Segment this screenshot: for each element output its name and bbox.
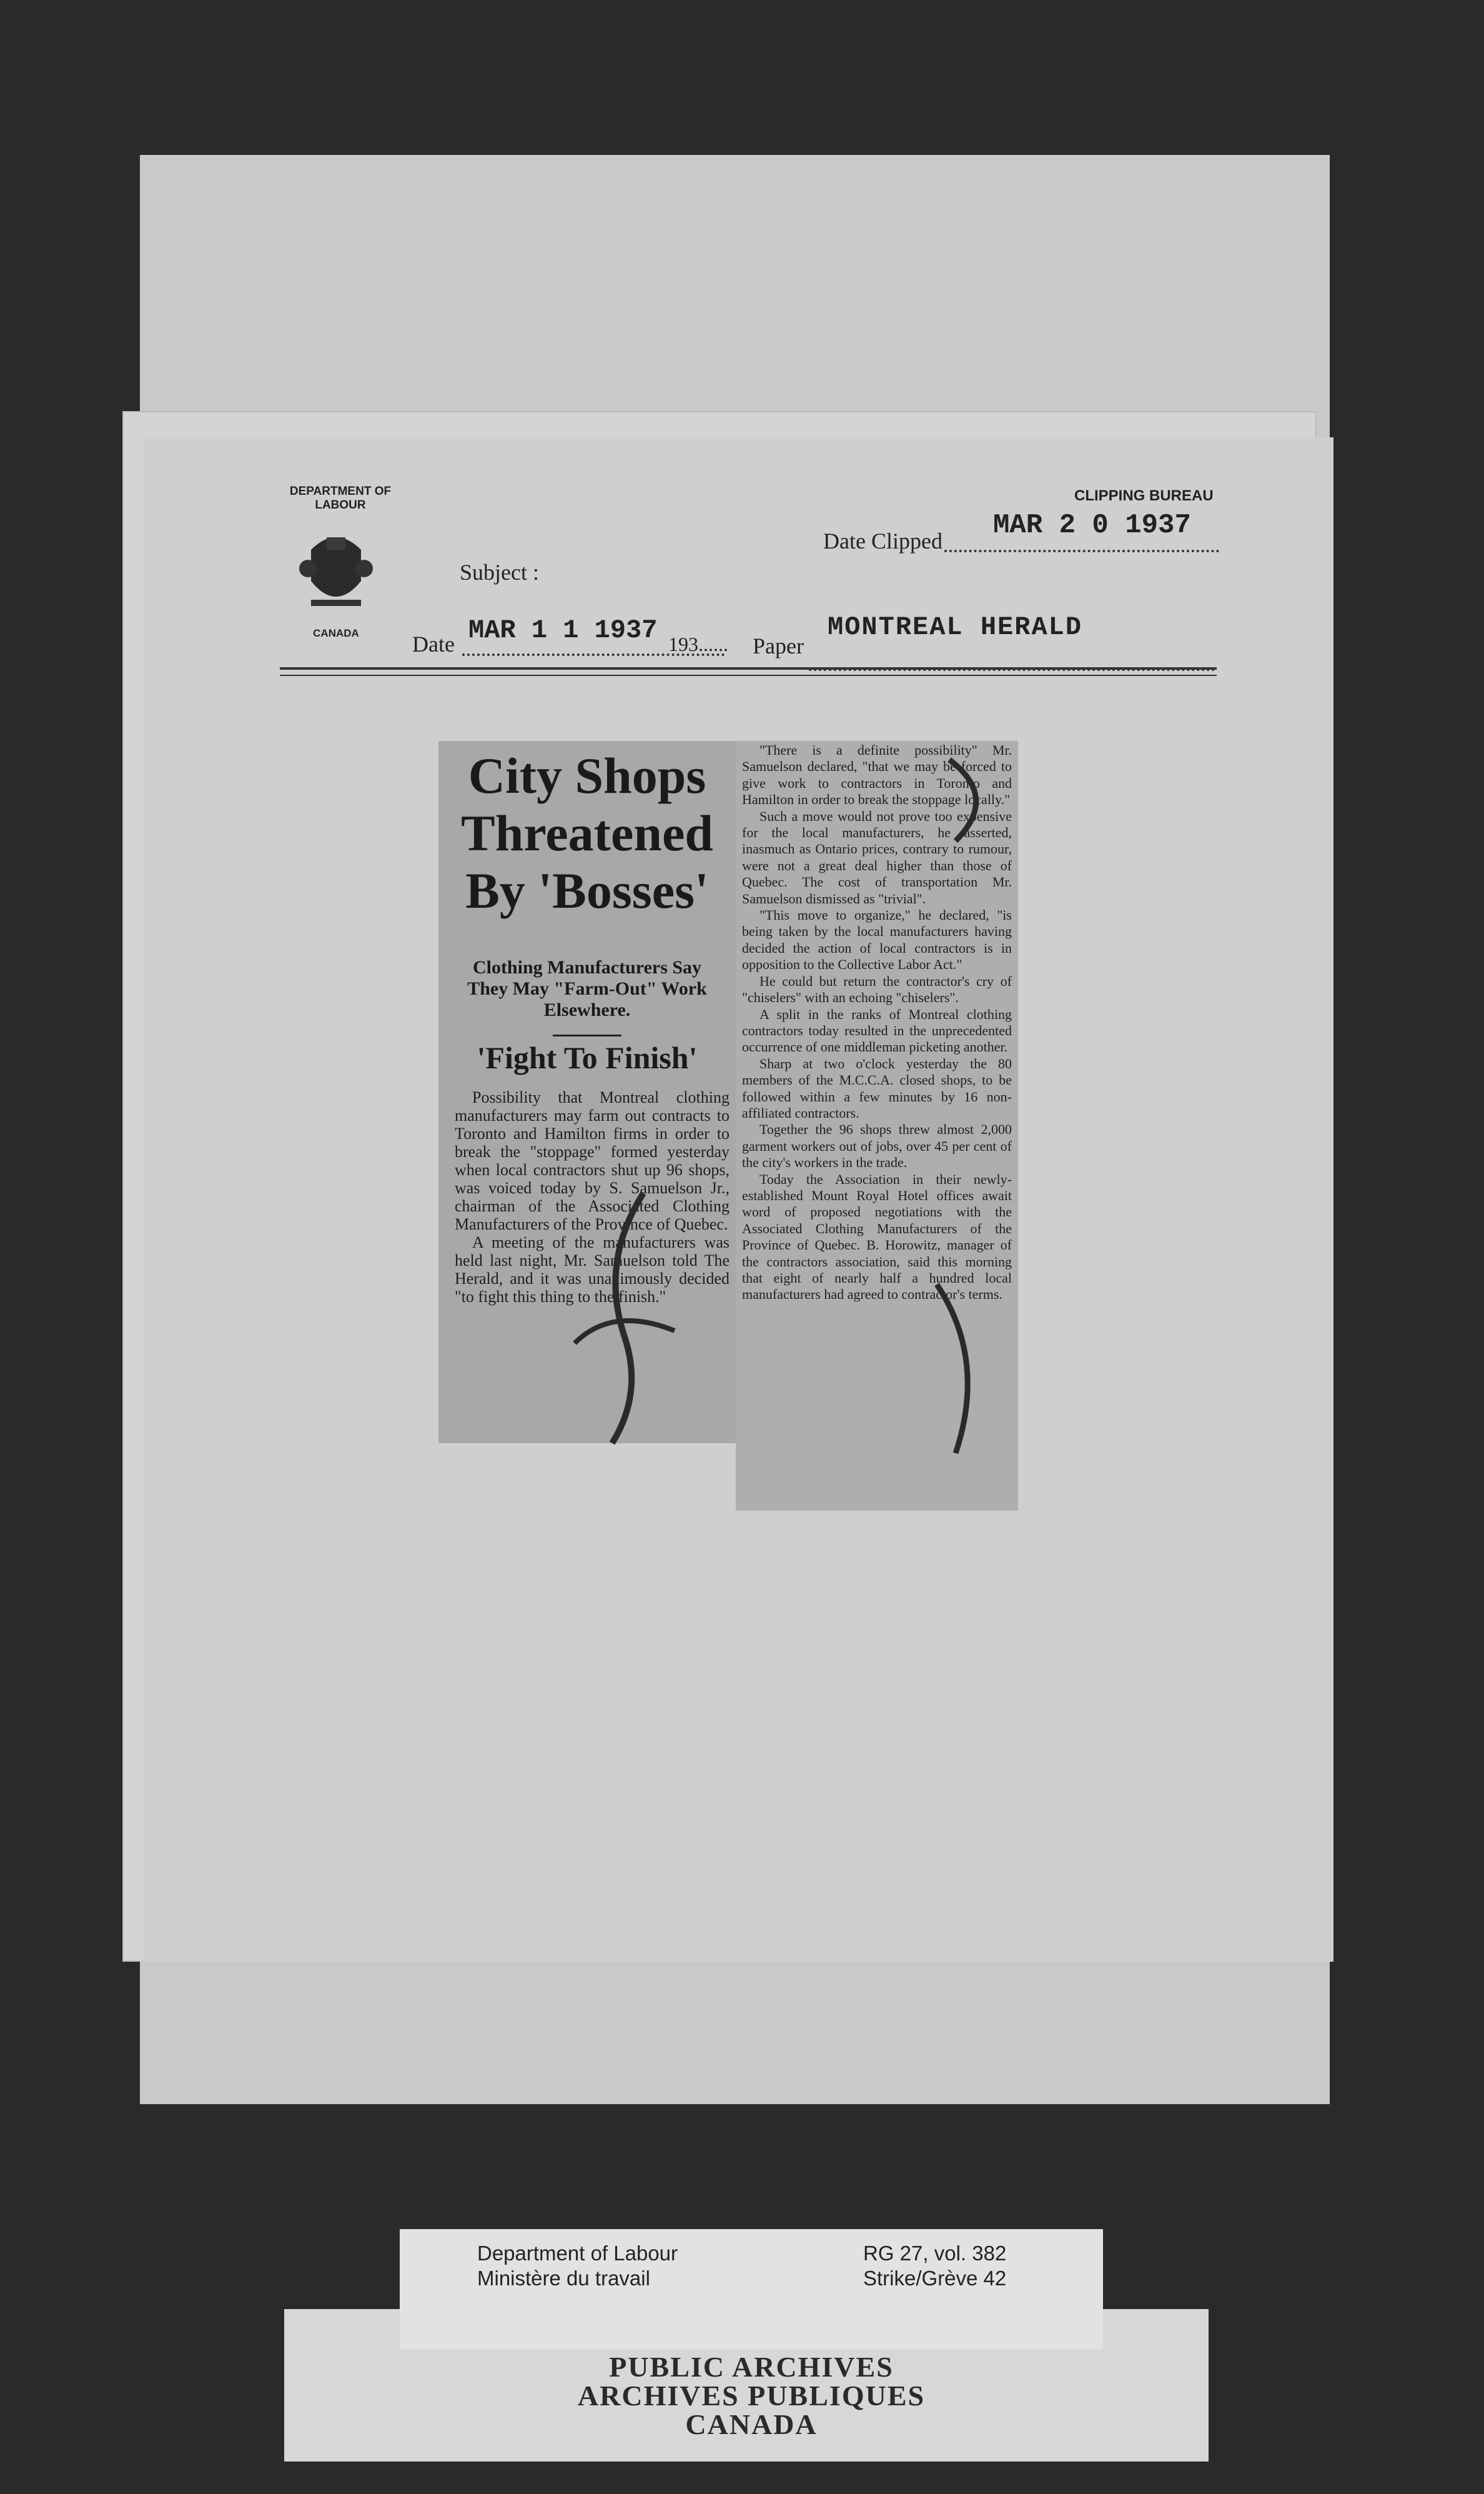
paragraph: He could but return the contractor's cry of "chiselers" with an echoing "chiselers". [742,973,1012,1006]
date-stamp: MAR 1 1 1937 [468,615,658,645]
headline-line: City Shops [468,747,706,804]
paragraph: Such a move would not prove too expensive for the local manufacturers, he asserted, inasmuch as Ontario prices, contrary to rumour, were not a great deal higher than those of Quebec. The cost of transportation Mr. Samuelson dismissed as "trivial". [742,808,1012,907]
paragraph: Possibility that Montreal clothing manufacturers may farm out contracts to Toronto and Hamilton firms in order to break the "stoppage" formed yesterday when local contractors shut up 96 shops, was voiced today by S. Samuelson Jr., chairman of the Associated Clothing Manufacturers of the Province of Quebec. [455,1088,730,1233]
deck-divider [553,1035,621,1036]
paper-label: Paper [753,633,804,658]
archives-stamp-line: PUBLIC ARCHIVES [609,2351,894,2383]
subheadline: 'Fight To Finish' [477,1040,698,1075]
headline-line: Threatened [461,805,713,862]
date-clipped-label: Date Clipped [823,529,942,554]
archives-stamp-line: ARCHIVES PUBLIQUES [577,2380,926,2412]
headline-line: By 'Bosses' [465,862,709,919]
paragraph: A split in the ranks of Montreal clothing contractors today resulted in the unprecedented occurrence of one middleman picketing another. [742,1006,1012,1055]
clipping-bureau-label: CLIPPING BUREAU [1074,487,1214,504]
archive-strike-ref: Strike/Grève 42 [863,2267,1007,2290]
department-label [284,485,397,512]
archive-dept-fr: Ministère du travail [477,2267,650,2290]
dept-line1: DEPARTMENT OF [289,485,392,498]
archives-stamp-line: CANADA [685,2408,818,2440]
paragraph: "There is a definite possibility" Mr. Samuelson declared, "that we may be forced to give work to contractors in Toronto and Hamilton in order to break the stoppage locally." [742,742,1012,808]
coat-of-arms-icon [299,525,373,619]
archive-volume: RG 27, vol. 382 [863,2242,1007,2265]
archive-stamp-notch [1103,2274,1209,2309]
paragraph: Sharp at two o'clock yesterday the 80 members of the M.C.C.A. closed shops, to be followed within a few minutes by 16 non-affiliated contractors. [742,1055,1012,1121]
paper-stamp: MONTREAL HERALD [828,612,1083,642]
handwritten-mark [550,1187,700,1449]
paragraph: Together the 96 shops threw almost 2,000 garment workers out of jobs, over 45 per cent of the city's workers in the trade. [742,1121,1012,1171]
date-clipped-line [944,544,1219,552]
headline [450,747,725,920]
year-suffix: 193...... [668,633,728,655]
date-label: Date [412,632,455,657]
deck-headline: Clothing Manufacturers Say They May "Farm-Out" Work Elsewhere. [467,957,707,1020]
subject-label: Subject : [460,560,539,585]
handwritten-mark [912,747,1006,1459]
archive-dept-en: Department of Labour [477,2242,678,2265]
dept-line2: LABOUR [315,499,366,512]
date-clipped-stamp: MAR 2 0 1937 [993,510,1191,541]
header-divider [280,667,1217,676]
paragraph: A meeting of the manufacturers was held last night, Mr. Samuelson told The Herald, and it was unanimously decided "to fight this thing to the finish." [455,1233,730,1306]
department-country: CANADA [313,627,359,639]
paragraph: "This move to organize," he declared, "is being taken by the local manufacturers having decided the action of local contractors is in opposition to the Collective Labor Act." [742,907,1012,973]
archive-stamp-notch [284,2274,400,2309]
paragraph: Today the Association in their newly-established Mount Royal Hotel offices await word of proposed negotiations with the Associated Clothing Manufacturers of the Province of Quebec. B. Horowitz, manager of the contractors association, said this morning that eight of nearly half a hundred local manufacturers had agreed to contractor's terms. [742,1171,1012,1303]
